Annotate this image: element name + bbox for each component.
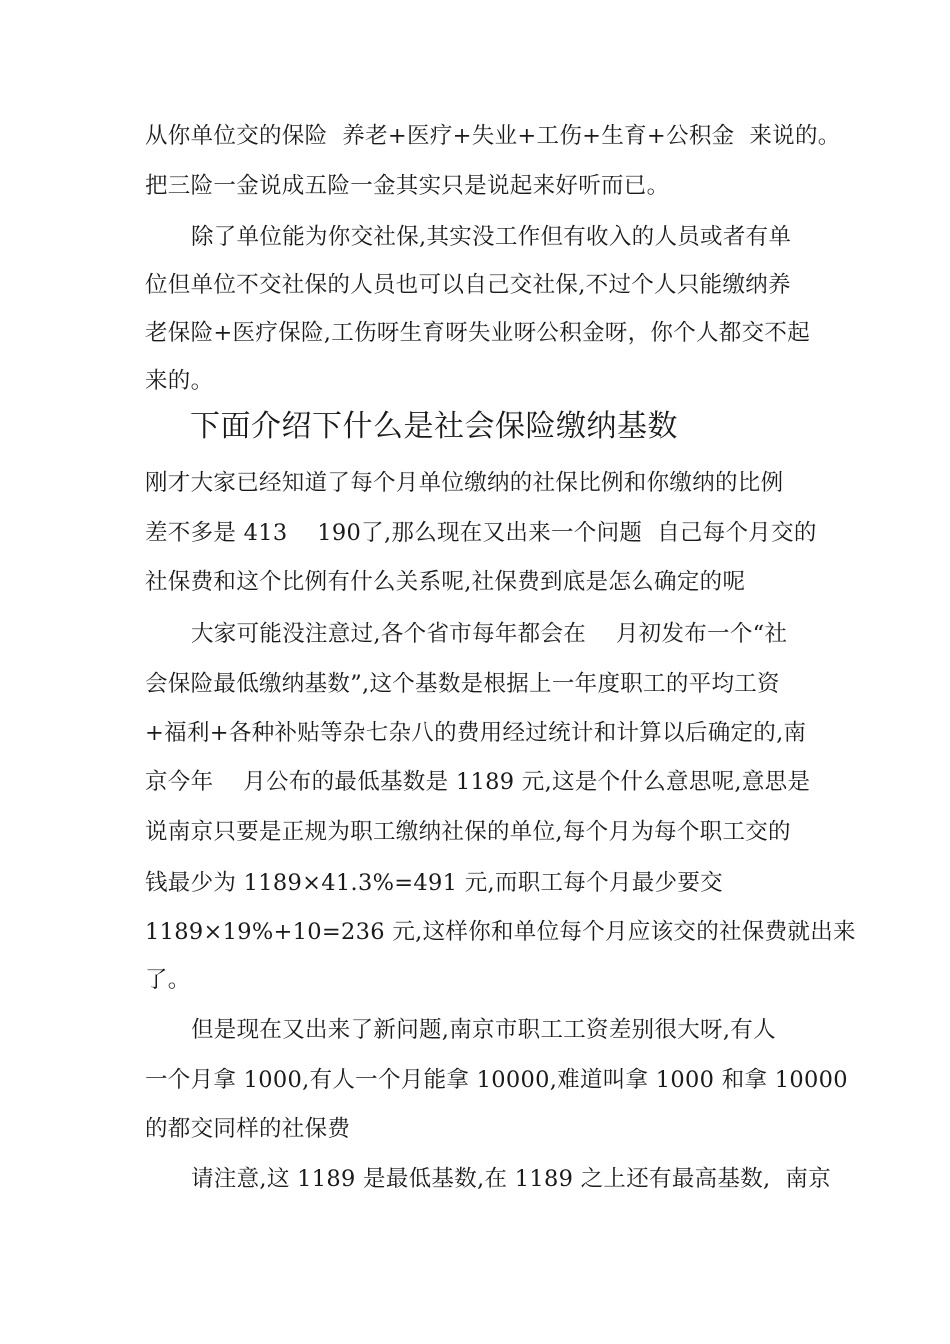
text-line: 社保费和这个比例有什么关系呢,社保费到底是怎么确定的呢 bbox=[145, 569, 746, 595]
paragraph-first-line: 除了单位能为你交社保,其实没工作但有收入的人员或者有单 bbox=[191, 224, 792, 250]
section-heading: 下面介绍下什么是社会保险缴纳基数 bbox=[190, 409, 678, 444]
text-line: 会保险最低缴纳基数”,这个基数是根据上一年度职工的平均工资 bbox=[145, 671, 780, 697]
text-line: 京今年 月公布的最低基数是 1189 元,这是个什么意思呢,意思是 bbox=[145, 769, 811, 795]
text-line: 从你单位交的保险 养老+医疗+失业+工伤+生育+公积金 来说的。 bbox=[145, 123, 841, 149]
text-line: 差不多是 413 190了,那么现在又出来一个问题 自己每个月交的 bbox=[145, 520, 817, 546]
text-line: 一个月拿 1000,有人一个月能拿 10000,难道叫拿 1000 和拿 10000 bbox=[145, 1067, 848, 1093]
paragraph-first-line: 但是现在又出来了新问题,南京市职工工资差别很大呀,有人 bbox=[191, 1017, 776, 1043]
text-line: +福利+各种补贴等杂七杂八的费用经过统计和计算以后确定的,南 bbox=[145, 720, 807, 746]
text-line: 了。 bbox=[145, 967, 191, 993]
text-line: 的都交同样的社保费 bbox=[145, 1116, 351, 1142]
text-line: 位但单位不交社保的人员也可以自己交社保,不过个人只能缴纳养 bbox=[145, 272, 791, 298]
text-line: 1189×19%+10=236 元,这样你和单位每个月应该交的社保费就出来 bbox=[145, 919, 856, 945]
paragraph-first-line: 大家可能没注意过,各个省市每年都会在 月初发布一个“社 bbox=[191, 621, 788, 647]
text-line: 老保险+医疗保险,工伤呀生育呀失业呀公积金呀，你个人都交不起 bbox=[145, 320, 811, 346]
text-line: 说南京只要是正规为职工缴纳社保的单位,每个月为每个职工交的 bbox=[145, 819, 791, 845]
paragraph-first-line: 请注意,这 1189 是最低基数,在 1189 之上还有最高基数, 南京 bbox=[191, 1166, 831, 1192]
text-line: 钱最少为 1189×41.3%=491 元,而职工每个月最少要交 bbox=[145, 870, 723, 896]
text-line: 来的。 bbox=[145, 368, 214, 394]
text-line: 把三险一金说成五险一金其实只是说起来好听而已。 bbox=[145, 173, 670, 199]
text-line: 刚才大家已经知道了每个月单位缴纳的社保比例和你缴纳的比例 bbox=[145, 470, 784, 496]
